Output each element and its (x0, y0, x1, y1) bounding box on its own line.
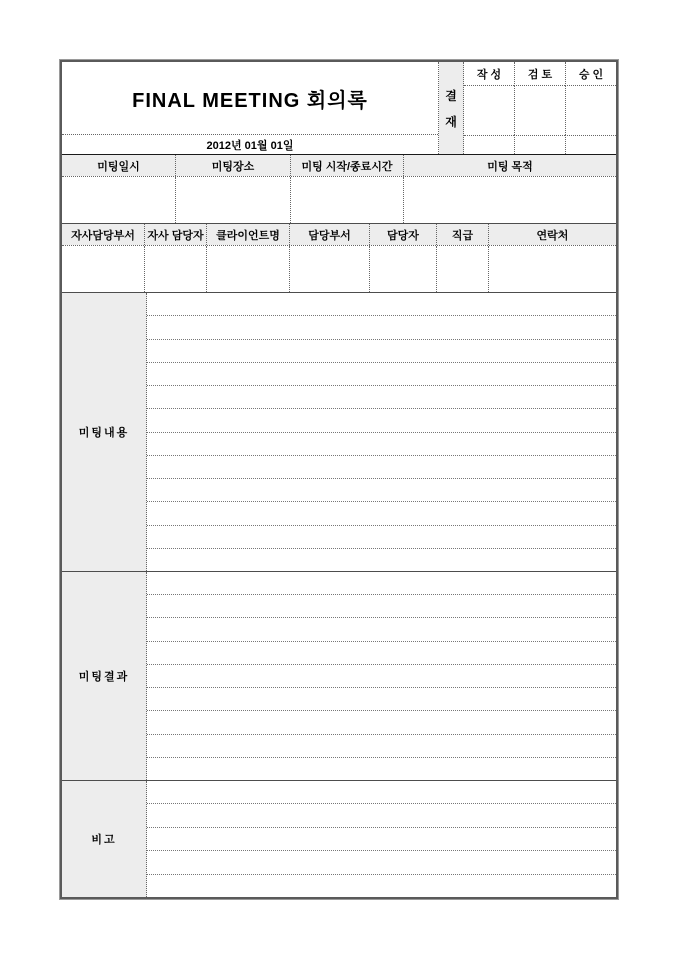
approval-header-row (464, 62, 616, 86)
meeting-info-header-purpose: 미팅 목적 (403, 155, 616, 176)
remarks-line[interactable] (147, 850, 616, 873)
form-date: 2012년 01월 01일 (62, 134, 438, 154)
form-title: FINAL MEETING 회의록 (132, 89, 368, 112)
approval-header-approve: 승 인 (565, 62, 616, 86)
content-line[interactable] (147, 432, 616, 455)
approval-signature-cell-review[interactable] (514, 86, 565, 135)
title-block (62, 62, 439, 154)
attendee-input-client-name[interactable] (206, 246, 289, 292)
attendee-input-rank[interactable] (436, 246, 488, 292)
meeting-content-lines (147, 293, 616, 571)
attendee-input-contact[interactable] (488, 246, 616, 292)
approval-foot-cell-review[interactable] (514, 135, 565, 154)
remarks-line[interactable] (147, 827, 616, 850)
attendee-info-header-row (62, 223, 616, 245)
content-line[interactable] (147, 455, 616, 478)
attendee-input-own-person[interactable] (144, 246, 206, 292)
attendee-header-own-person: 자사 담당자 (144, 224, 206, 245)
attendee-input-person[interactable] (369, 246, 436, 292)
meeting-info-input-time[interactable] (290, 177, 403, 223)
result-line[interactable] (147, 734, 616, 757)
meeting-info-input-datetime[interactable] (62, 177, 175, 223)
result-line[interactable] (147, 617, 616, 640)
approval-header-review: 검 토 (514, 62, 565, 86)
content-line[interactable] (147, 362, 616, 385)
meeting-info-input-purpose[interactable] (403, 177, 616, 223)
approval-signature-cell-approve[interactable] (565, 86, 616, 135)
attendee-header-client-name: 클라이언트명 (206, 224, 289, 245)
meeting-info-header-time: 미팅 시작/종료시간 (290, 155, 403, 176)
attendee-header-dept: 담당부서 (289, 224, 369, 245)
meeting-info-input-place[interactable] (175, 177, 290, 223)
attendee-info-input-row (62, 245, 616, 292)
approval-block (439, 62, 616, 154)
approval-signature-row (464, 86, 616, 135)
attendee-header-contact: 연락처 (488, 224, 616, 245)
top-block (62, 62, 616, 154)
content-line[interactable] (147, 548, 616, 571)
approval-grid (464, 62, 616, 154)
section-label-meeting-content: 미팅내용 (62, 293, 147, 571)
content-line[interactable] (147, 385, 616, 408)
approval-stamp-char-1: 결 (445, 88, 457, 103)
approval-foot-cell-approve[interactable] (565, 135, 616, 154)
attendee-input-own-dept[interactable] (62, 246, 144, 292)
result-line[interactable] (147, 594, 616, 617)
meeting-info-header-datetime: 미팅일시 (97, 160, 140, 173)
section-remarks (62, 780, 616, 897)
meeting-result-lines (147, 572, 616, 780)
remarks-lines (147, 781, 616, 897)
approval-foot-cell-write[interactable] (464, 135, 514, 154)
meeting-minutes-form (60, 60, 618, 899)
approval-header-write: 작 성 (464, 62, 514, 86)
meeting-info-header-place: 미팅장소 (175, 155, 290, 176)
approval-foot-row (464, 135, 616, 154)
approval-stamp-label (439, 62, 464, 154)
result-line[interactable] (147, 664, 616, 687)
result-line[interactable] (147, 710, 616, 733)
meeting-info-header-row (62, 154, 616, 176)
attendee-header-own-dept: 자사담당부서 (71, 229, 135, 242)
content-line[interactable] (147, 315, 616, 338)
attendee-input-dept[interactable] (289, 246, 369, 292)
content-line[interactable] (147, 501, 616, 524)
section-meeting-result (62, 571, 616, 780)
section-label-meeting-result: 미팅결과 (62, 572, 147, 780)
approval-signature-cell-write[interactable] (464, 86, 514, 135)
content-line[interactable] (147, 408, 616, 431)
content-line[interactable] (147, 293, 616, 315)
meeting-info-input-row (62, 176, 616, 223)
section-label-remarks: 비고 (62, 781, 147, 897)
remarks-line[interactable] (147, 874, 616, 897)
result-line[interactable] (147, 687, 616, 710)
result-line[interactable] (147, 572, 616, 594)
attendee-header-person: 담당자 (369, 224, 436, 245)
result-line[interactable] (147, 757, 616, 780)
content-line[interactable] (147, 525, 616, 548)
result-line[interactable] (147, 641, 616, 664)
section-meeting-content (62, 292, 616, 571)
approval-stamp-char-2: 재 (445, 114, 457, 129)
content-line[interactable] (147, 478, 616, 501)
remarks-line[interactable] (147, 803, 616, 826)
content-line[interactable] (147, 339, 616, 362)
attendee-header-rank: 직급 (436, 224, 488, 245)
remarks-line[interactable] (147, 781, 616, 803)
